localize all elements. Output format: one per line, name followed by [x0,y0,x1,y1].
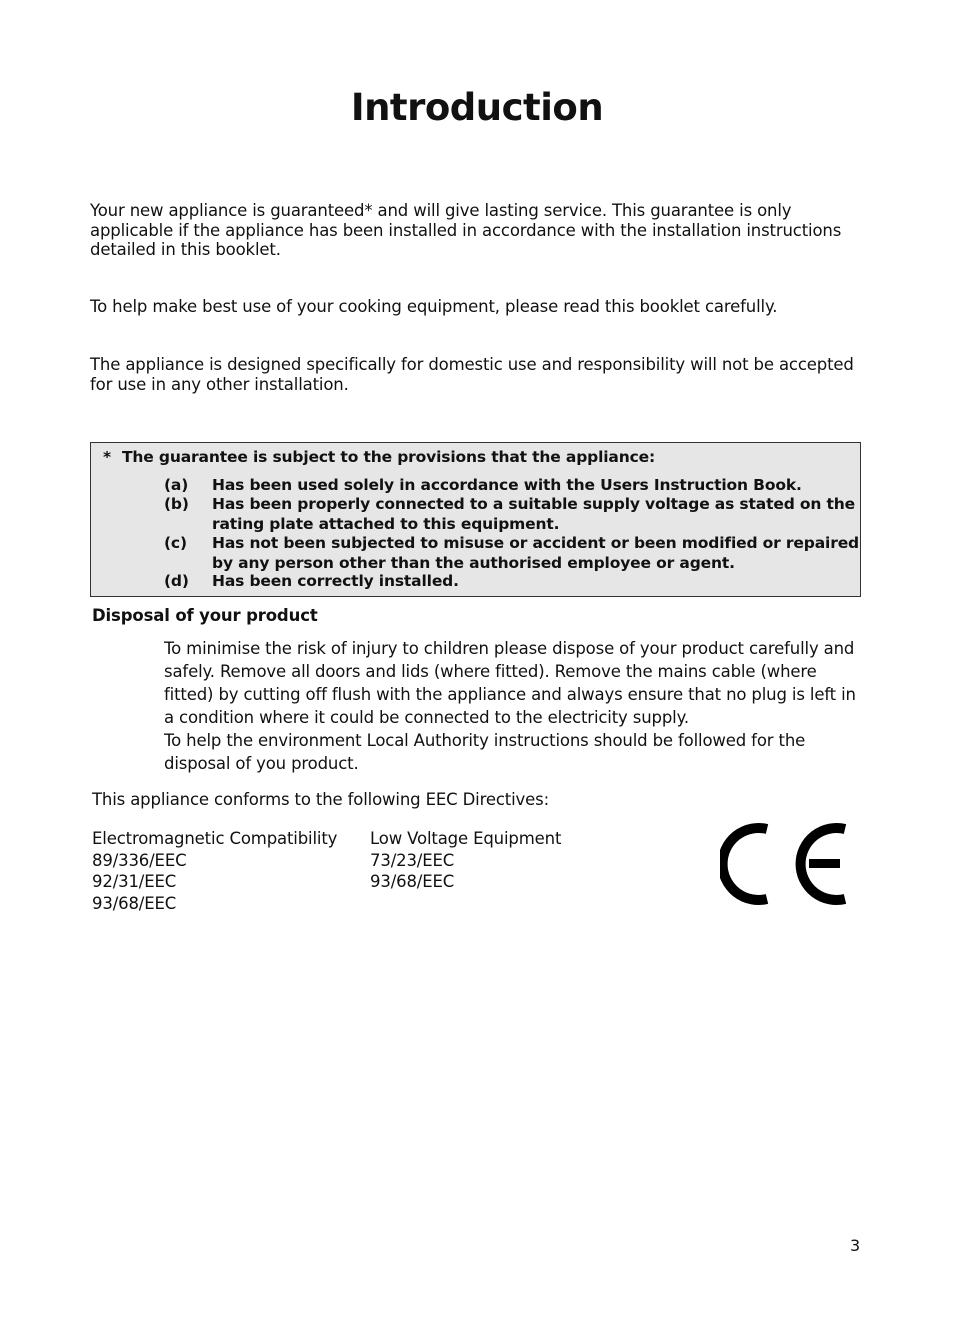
asterisk: * [103,448,111,466]
emc-code: 93/68/EEC [92,893,177,913]
item-text: Has been used solely in accordance with the Users Instruction Book. [212,476,802,494]
guarantee-box [90,442,861,597]
item-text: Has not been subjected to misuse or accident or been modified or repaired by any person other than the authorised employee or agent. [212,534,859,572]
usage-paragraph: To help make best use of your cooking equipment, please read this booklet carefully. [90,297,778,316]
item-text: Has been correctly installed. [212,572,459,590]
emc-directive-column [92,828,337,914]
page-title: Introduction [350,86,604,129]
disposal-paragraph-1: To minimise the risk of injury to children please dispose of your product carefully and safely. Remove all doors and lids (where fitted). Remove the mains cable (where fitted) by cutting off flush with the appliance and always ensure that no plug is left in a condition where it could be connected to the electricity supply. [164,639,856,727]
lve-directive-column [370,828,561,893]
disposal-text [164,637,864,775]
disposal-heading: Disposal of your product [92,606,318,625]
lve-code: 93/68/EEC [370,872,455,891]
ce-mark-icon [720,818,850,910]
item-label: (a) [164,476,189,494]
item-label: (b) [164,495,189,513]
guarantee-heading [103,448,655,466]
item-label: (d) [164,572,189,590]
emc-title: Electromagnetic Compatibility [92,829,338,848]
page-number: 3 [850,1236,861,1255]
item-text: Has been properly connected to a suitable supply voltage as stated on the rating plate attached to this equipment. [212,495,856,533]
guarantee-intro-paragraph: Your new appliance is guaranteed* and will give lasting service. This guarantee is only applicable if the appliance has been installed in accordance with the installation instructions detailed in this booklet. [90,201,842,259]
emc-code: 92/31/EEC [92,872,177,891]
lve-code: 73/23/EEC [370,850,455,870]
lve-title: Low Voltage Equipment [370,829,562,848]
item-label: (c) [164,534,187,552]
disposal-paragraph-2: To help the environment Local Authority instructions should be followed for the disposal of you product. [164,731,806,773]
emc-code: 89/336/EEC [92,850,187,870]
directives-intro: This appliance conforms to the following EEC Directives: [92,790,549,809]
guarantee-heading-text: The guarantee is subject to the provisions that the appliance: [122,448,656,466]
domestic-use-paragraph: The appliance is designed specifically for domestic use and responsibility will not be accepted for use in any other installation. [90,355,854,394]
